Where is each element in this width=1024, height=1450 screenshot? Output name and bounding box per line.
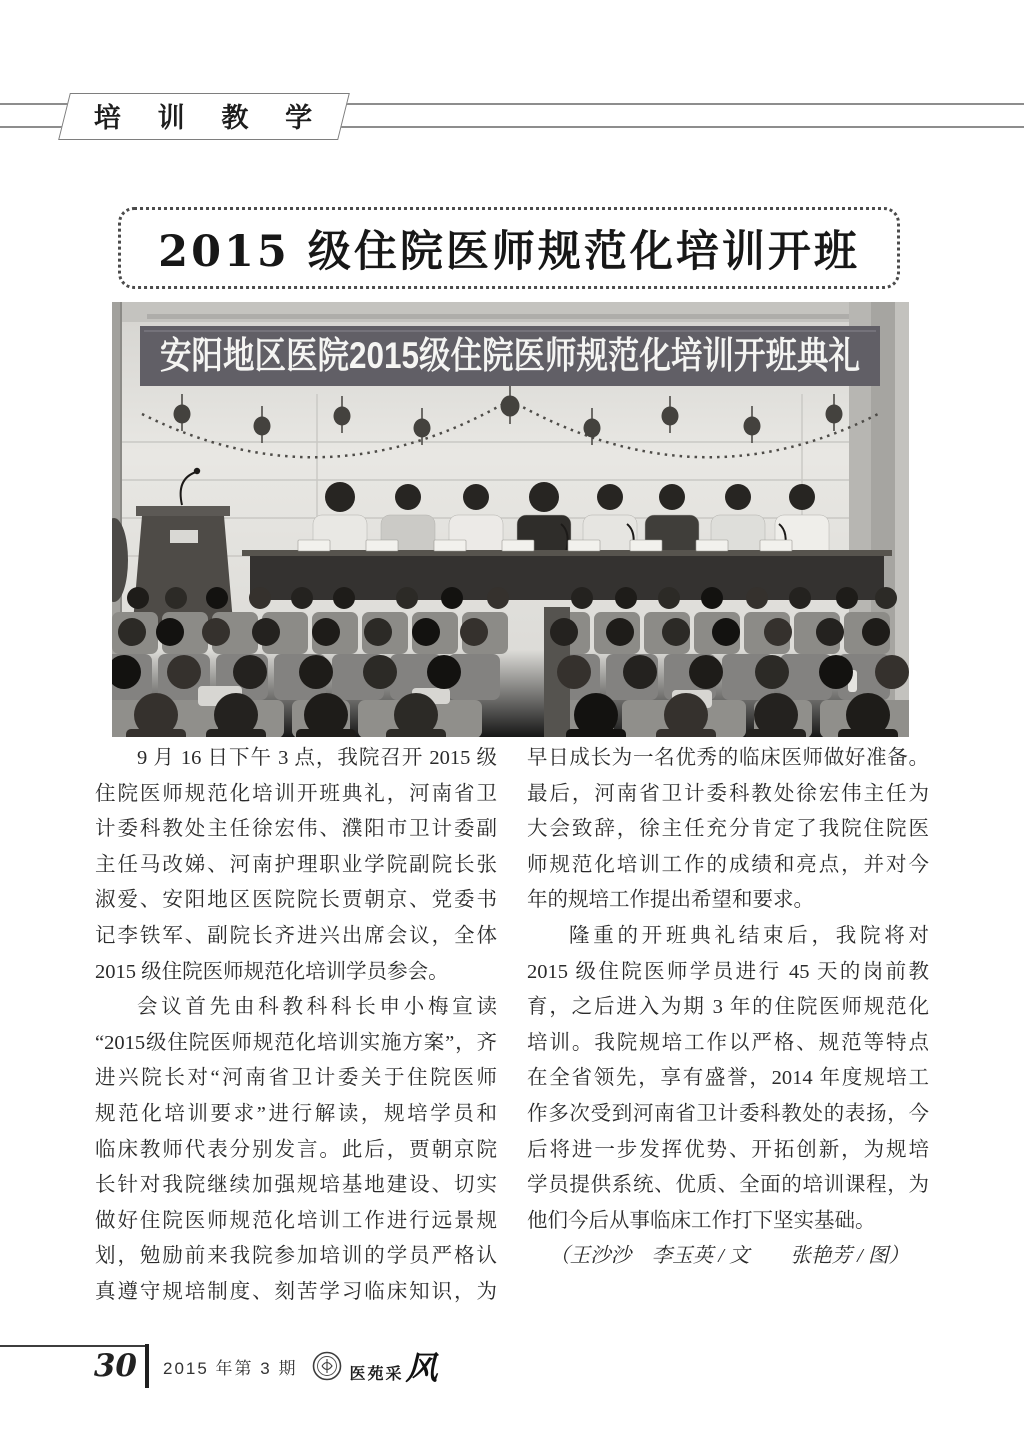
header-rule-left-bottom bbox=[0, 126, 70, 128]
text-line: 大会致辞，徐主任充分肯定了我院住院医 bbox=[527, 818, 929, 841]
left-column bbox=[95, 741, 497, 1311]
text-line: 9 月 16 日下午 3 点，我院召开 2015 级 bbox=[137, 747, 497, 769]
right-column bbox=[527, 741, 929, 1311]
issue-label: 2015 年第 3 期 bbox=[163, 1358, 298, 1378]
magazine-seal-icon bbox=[311, 1350, 343, 1382]
text-line: 作多次受到河南省卫计委科教处的表扬，今 bbox=[527, 1102, 929, 1125]
text-line: 2015 级住院医师学员进行 45 天的岗前教 bbox=[527, 960, 929, 983]
text-line: 会议首先由科教科科长申小梅宣读 bbox=[137, 996, 497, 1019]
header-rule-left-top bbox=[0, 103, 70, 105]
magazine-logo bbox=[349, 1343, 437, 1389]
ceremony-photo-svg bbox=[112, 302, 909, 737]
text-line: 师规范化培训工作的成绩和亮点，并对今 bbox=[527, 853, 929, 876]
article-title: 2015 级住院医师规范化培训开班 bbox=[158, 226, 860, 277]
text-line: 住院医师规范化培训开班典礼，河南省卫 bbox=[95, 782, 497, 805]
article-title-box bbox=[118, 207, 900, 289]
text-line: 培训。我院规培工作以严格、规范等特点 bbox=[527, 1031, 929, 1054]
text-line: 临床教师代表分别发言。此后，贾朝京院 bbox=[95, 1138, 497, 1161]
header-rule-right-bottom bbox=[338, 126, 1024, 128]
magazine-name-prefix: 医苑采 bbox=[349, 1366, 404, 1383]
text-line: 后将进一步发挥优势、开拓创新，为规培 bbox=[527, 1138, 929, 1161]
byline: （王沙沙 李玉英 / 文 张艳芳 / 图） bbox=[549, 1245, 909, 1268]
text-line: 计委科教处主任徐宏伟、濮阳市卫计委副 bbox=[95, 818, 497, 841]
text-line: “2015级住院医师规范化培训实施方案”，齐 bbox=[95, 1031, 497, 1054]
text-line: 记李铁军、副院长齐进兴出席会议，全体 bbox=[95, 924, 497, 947]
text-line: 主任马改娣、河南护理职业学院副院长张 bbox=[95, 853, 497, 876]
header-rule-right-top bbox=[338, 103, 1024, 105]
text-line: 长针对我院继续加强规培基地建设、切实 bbox=[95, 1174, 497, 1197]
text-line: 划，勉励前来我院参加培训的学员严格认 bbox=[95, 1245, 497, 1268]
text-line: 他们今后从事临床工作打下坚实基础。 bbox=[527, 1209, 876, 1232]
text-line: 做好住院医师规范化培训工作进行远景规 bbox=[95, 1209, 497, 1232]
ceremony-photo bbox=[112, 302, 909, 737]
text-line: 育，之后进入为期 3 年的住院医师规范化 bbox=[527, 996, 929, 1019]
text-line: 淑爱、安阳地区医院院长贾朝京、党委书 bbox=[95, 889, 497, 912]
page-number: 30 bbox=[93, 1348, 137, 1384]
text-line: 最后，河南省卫计委科教处徐宏伟主任为 bbox=[527, 782, 929, 805]
article-body bbox=[95, 741, 929, 1311]
text-line: 2015 级住院医师规范化培训学员参会。 bbox=[95, 960, 449, 983]
text-line: 隆重的开班典礼结束后，我院将对 bbox=[569, 924, 929, 947]
photo-banner-text: 安阳地区医院2015级住院医师规范化培训开班典礼 bbox=[160, 335, 860, 376]
text-line: 年的规培工作提出希望和要求。 bbox=[527, 889, 814, 912]
head-table bbox=[242, 550, 892, 556]
text-line: 早日成长为一名优秀的临床医师做好准备。 bbox=[527, 747, 929, 769]
text-line: 学员提供系统、优质、全面的培训课程，为 bbox=[527, 1174, 929, 1197]
text-line: 进兴院长对“河南省卫计委关于住院医师 bbox=[95, 1067, 497, 1090]
text-line: 真遵守规培制度、刻苦学习临床知识，为 bbox=[95, 1280, 497, 1303]
magazine-name-suffix: 风 bbox=[405, 1349, 438, 1387]
footer-divider bbox=[145, 1344, 149, 1388]
footer bbox=[0, 1342, 437, 1390]
section-label: 培 训 教 学 bbox=[93, 103, 328, 133]
text-line: 规范化培训要求”进行解读，规培学员和 bbox=[95, 1102, 497, 1125]
text-line: 在全省领先，享有盛誉，2014 年度规培工 bbox=[527, 1067, 929, 1090]
